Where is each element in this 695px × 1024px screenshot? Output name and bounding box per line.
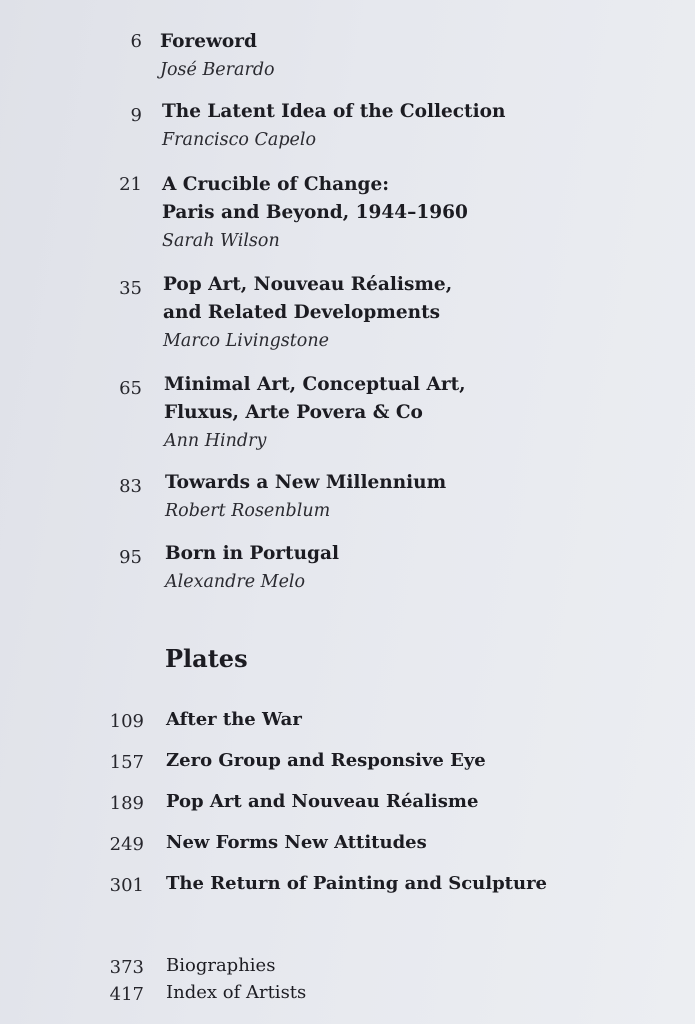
entry-author: Alexandre Melo (165, 572, 306, 592)
entry-title: Minimal Art, Conceptual Art, (164, 374, 466, 395)
entry-title: Paris and Beyond, 1944–1960 (162, 202, 468, 223)
entry-title: A Crucible of Change: (162, 174, 390, 195)
entry-title: The Latent Idea of the Collection (162, 101, 506, 122)
plate-title: New Forms New Attitudes (166, 832, 427, 853)
entry-author: Francisco Capelo (162, 130, 317, 150)
plate-title: Pop Art and Nouveau Réalisme (166, 791, 479, 812)
entry-title: Foreword (160, 31, 257, 52)
page-number: 301 (109, 875, 144, 896)
entry-author: Marco Livingstone (163, 331, 329, 351)
page-number: 35 (119, 278, 142, 299)
entry-title: Fluxus, Arte Povera & Co (164, 402, 423, 423)
page-number: 189 (109, 793, 144, 814)
plate-title: Zero Group and Responsive Eye (166, 750, 486, 771)
entry-author: Sarah Wilson (162, 231, 280, 251)
page-number: 417 (109, 984, 144, 1005)
back-matter-title: Biographies (166, 955, 276, 976)
page-number: 65 (119, 378, 142, 399)
entry-author: Ann Hindry (164, 431, 267, 451)
page-number: 95 (119, 547, 142, 568)
entry-title: Born in Portugal (165, 543, 339, 564)
plate-title: The Return of Painting and Sculpture (166, 873, 548, 894)
entry-title: and Related Developments (163, 302, 441, 323)
back-matter-title: Index of Artists (166, 982, 307, 1003)
page-number: 109 (109, 711, 144, 732)
plates-heading: Plates (165, 644, 248, 673)
page-number: 21 (119, 174, 142, 195)
page-number: 249 (109, 834, 144, 855)
entry-author: José Berardo (160, 60, 275, 80)
entry-title: Pop Art, Nouveau Réalisme, (163, 274, 453, 295)
page-number: 157 (109, 752, 144, 773)
plate-title: After the War (166, 709, 302, 730)
page-number: 6 (130, 31, 142, 52)
entry-title: Towards a New Millennium (165, 472, 447, 493)
entry-author: Robert Rosenblum (165, 501, 331, 521)
page-number: 9 (130, 105, 142, 126)
page-number: 373 (109, 957, 144, 978)
page-number: 83 (119, 476, 142, 497)
